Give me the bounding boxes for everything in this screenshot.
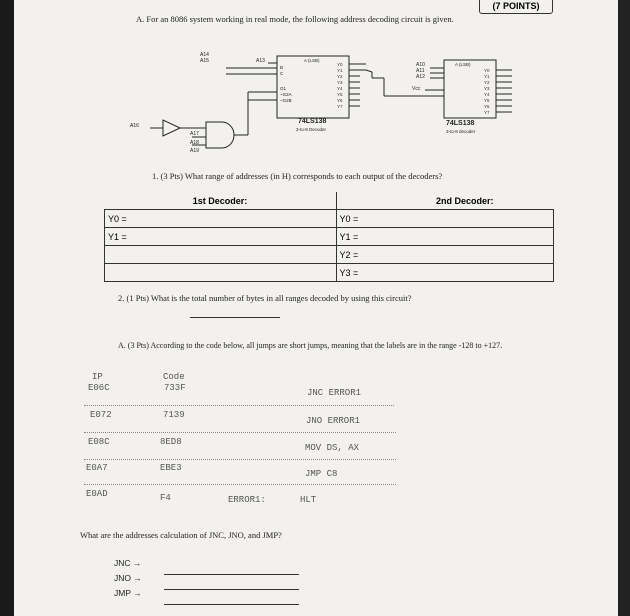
code-row-instr: JMP C8 [305, 469, 338, 479]
decoder1-output-y7: Y7 [337, 104, 343, 109]
code-row-instr: HLT [300, 495, 317, 505]
jmp-answer-label: JMP → [114, 588, 142, 598]
decoder2-y0-cell[interactable]: Y0 = [336, 210, 554, 228]
label-a13: A13 [256, 58, 265, 64]
label-a14: A14 [200, 52, 209, 58]
question-1: 1. (3 Pts) What range of addresses (in H) corresponds to each output of the decoders? [152, 171, 443, 181]
code-row-label: ERROR1: [228, 495, 266, 505]
label-a18: A18 [190, 140, 199, 146]
decoder1-output-y2: Y2 [337, 74, 343, 79]
label-a17: A17 [190, 131, 199, 137]
jnc-answer-label: JNC → [114, 558, 142, 568]
decoder1-header: 1st Decoder: [105, 192, 337, 210]
decoder2-y3-cell[interactable]: Y3 = [336, 264, 554, 282]
jno-answer-line[interactable] [164, 589, 299, 590]
code-header-ip: IP [92, 372, 103, 382]
question-a-intro: A. For an 8086 system working in real mode, the following address decoding circuit is given. [136, 14, 454, 24]
decoder2-output-y0: Y0 [484, 68, 490, 73]
label-a10: A10 [416, 62, 425, 68]
row-separator [84, 432, 396, 433]
label-a11: A11 [416, 68, 425, 74]
decoder2-output-y4: Y4 [484, 92, 490, 97]
label-a16: A16 [130, 123, 139, 129]
decoder1-empty-row [105, 246, 337, 264]
decoder1-output-y3: Y3 [337, 80, 343, 85]
decoder2-subtitle: 3-to-8 decoder [446, 129, 476, 134]
code-row-code: 7139 [163, 410, 185, 420]
code-row-ip: E072 [90, 410, 112, 420]
decoder1-output-y4: Y4 [337, 86, 343, 91]
code-row-ip: E08C [88, 437, 110, 447]
decoder1-output-y0: Y0 [337, 62, 343, 67]
decoder2-header: 2nd Decoder: [336, 192, 554, 210]
decoder2-y1-cell[interactable]: Y1 = [336, 228, 554, 246]
code-row-code: F4 [160, 493, 171, 503]
row-separator [84, 484, 396, 485]
chip1-g2a: ~G2A [280, 92, 292, 97]
decoder2-output-y3: Y3 [484, 86, 490, 91]
decoder1-output-y1: Y1 [337, 68, 343, 73]
answer-line-q2[interactable] [190, 317, 280, 318]
chip1-g1: G1 [280, 86, 287, 91]
code-row-ip: E0AD [86, 489, 108, 499]
decoder2-output-y2: Y2 [484, 80, 490, 85]
label-vcc: Vcc [412, 86, 421, 92]
row-separator [84, 459, 396, 460]
question-a-jumps: A. (3 Pts) According to the code below, all jumps are short jumps, meaning that the labels are in the range -128 to +127. [118, 341, 503, 350]
points-badge: (7 POINTS) [479, 0, 553, 14]
decoder1-output-y6: Y6 [337, 98, 343, 103]
decoder2-output-y1: Y1 [484, 74, 490, 79]
decoder1-empty-row [105, 264, 337, 282]
label-a12: A12 [416, 74, 425, 80]
decoder2-output-y6: Y6 [484, 104, 490, 109]
jmp-answer-line[interactable] [164, 604, 299, 605]
decoder1-output-y5: Y5 [337, 92, 343, 97]
row-separator [84, 405, 394, 406]
decoder2-output-y7: Y7 [484, 110, 490, 115]
code-row-code: 733F [164, 383, 186, 393]
decoder2-name: 74LS138 [446, 120, 475, 127]
chip1-in-c: C [280, 71, 284, 76]
decoder1-y1-cell[interactable]: Y1 = [105, 228, 337, 246]
chip1-g2b: ~G2B [280, 98, 292, 103]
decoder1-name: 74LS138 [298, 118, 327, 125]
code-row-instr: MOV DS, AX [305, 443, 360, 453]
label-a19: A19 [190, 148, 199, 154]
label-a15: A15 [200, 58, 209, 64]
decoder1-y0-cell[interactable]: Y0 = [105, 210, 337, 228]
decoder-circuit-diagram [0, 0, 630, 190]
chip1-in-b: B [280, 65, 284, 70]
decoder2-y2-cell[interactable]: Y2 = [336, 246, 554, 264]
decoder2-output-y5: Y5 [484, 98, 490, 103]
code-row-ip: E06C [88, 383, 110, 393]
jnc-answer-line[interactable] [164, 574, 299, 575]
code-row-ip: E0A7 [86, 463, 108, 473]
jno-answer-label: JNO → [114, 573, 142, 583]
decoder1-subtitle: 3-to-8 Decoder [296, 127, 327, 132]
code-row-code: 8ED8 [160, 437, 182, 447]
decoder-ranges-table [104, 192, 554, 282]
question-3: What are the addresses calculation of JNC, JNO, and JMP? [80, 530, 282, 540]
code-row-instr: JNO ERROR1 [306, 416, 361, 426]
chip1-sel-a: A (LSB) [304, 58, 320, 63]
question-2: 2. (1 Pts) What is the total number of bytes in all ranges decoded by using this circuit? [118, 293, 412, 303]
code-row-code: EBE3 [160, 463, 182, 473]
code-row-instr: JNC ERROR1 [307, 388, 362, 398]
code-header-code: Code [163, 372, 185, 382]
chip2-sel-a: A (LSB) [455, 62, 471, 67]
